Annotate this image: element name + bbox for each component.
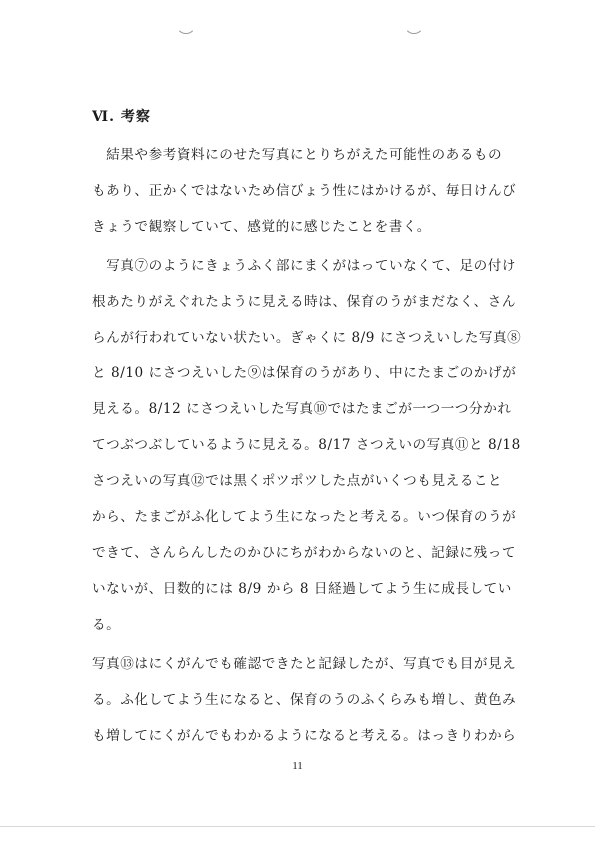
body-line: できて、さんらんしたのかひにちがわからないのと、記録に残って <box>92 545 517 561</box>
body-line: いないが、日数的には 8/9 から 8 日経過してよう生に成長してい <box>92 581 512 597</box>
scan-edge-line <box>0 826 595 827</box>
body-line: る。 <box>92 617 121 633</box>
body-line: てつぶつぶしているように見える。8/17 さつえいの写真⑪と 8/18 <box>92 437 521 453</box>
body-line: 結果や参考資料にのせた写真にとりちがえた可能性のあるもの <box>92 147 503 163</box>
body-line: きょうで観察していて、感覚的に感じたことを書く。 <box>92 219 431 235</box>
binder-hole-left <box>176 14 196 34</box>
body-line: 見える。8/12 にさつえいした写真⑩ではたまごが一つ一つ分かれ <box>92 401 512 417</box>
body-line: と 8/10 にさつえいした⑨は保育のうがあり、中にたまごのかげが <box>92 365 517 381</box>
page-number: 11 <box>292 760 303 772</box>
body-line: さつえいの写真⑫では黒くポツポツした点がいくつも見えること <box>92 473 503 489</box>
binder-hole-right <box>404 14 424 34</box>
body-line: る。ふ化してよう生になると、保育のうのふくらみも増し、黄色み <box>92 692 517 708</box>
section-heading: Ⅵ. 考察 <box>92 109 151 125</box>
body-line: も増してにくがんでもわかるようになると考える。はっきりわから <box>92 728 517 744</box>
body-line: 写真⑦のようにきょうふく部にまくがはっていなくて、足の付け <box>92 258 517 274</box>
body-line: 根あたりがえぐれたように見える時は、保育のうがまだなく、さん <box>92 294 517 310</box>
body-line: らんが行われていない状たい。ぎゃくに 8/9 にさつえいした写真⑧ <box>92 330 522 346</box>
body-line: 写真⑬はにくがんでも確認できたと記録したが、写真でも目が見え <box>92 656 517 672</box>
body-line: もあり、正かくではないため信びょう性にはかけるが、毎日けんび <box>92 183 517 199</box>
body-line: から、たまごがふ化してよう生になったと考える。いつ保育のうが <box>92 509 517 525</box>
